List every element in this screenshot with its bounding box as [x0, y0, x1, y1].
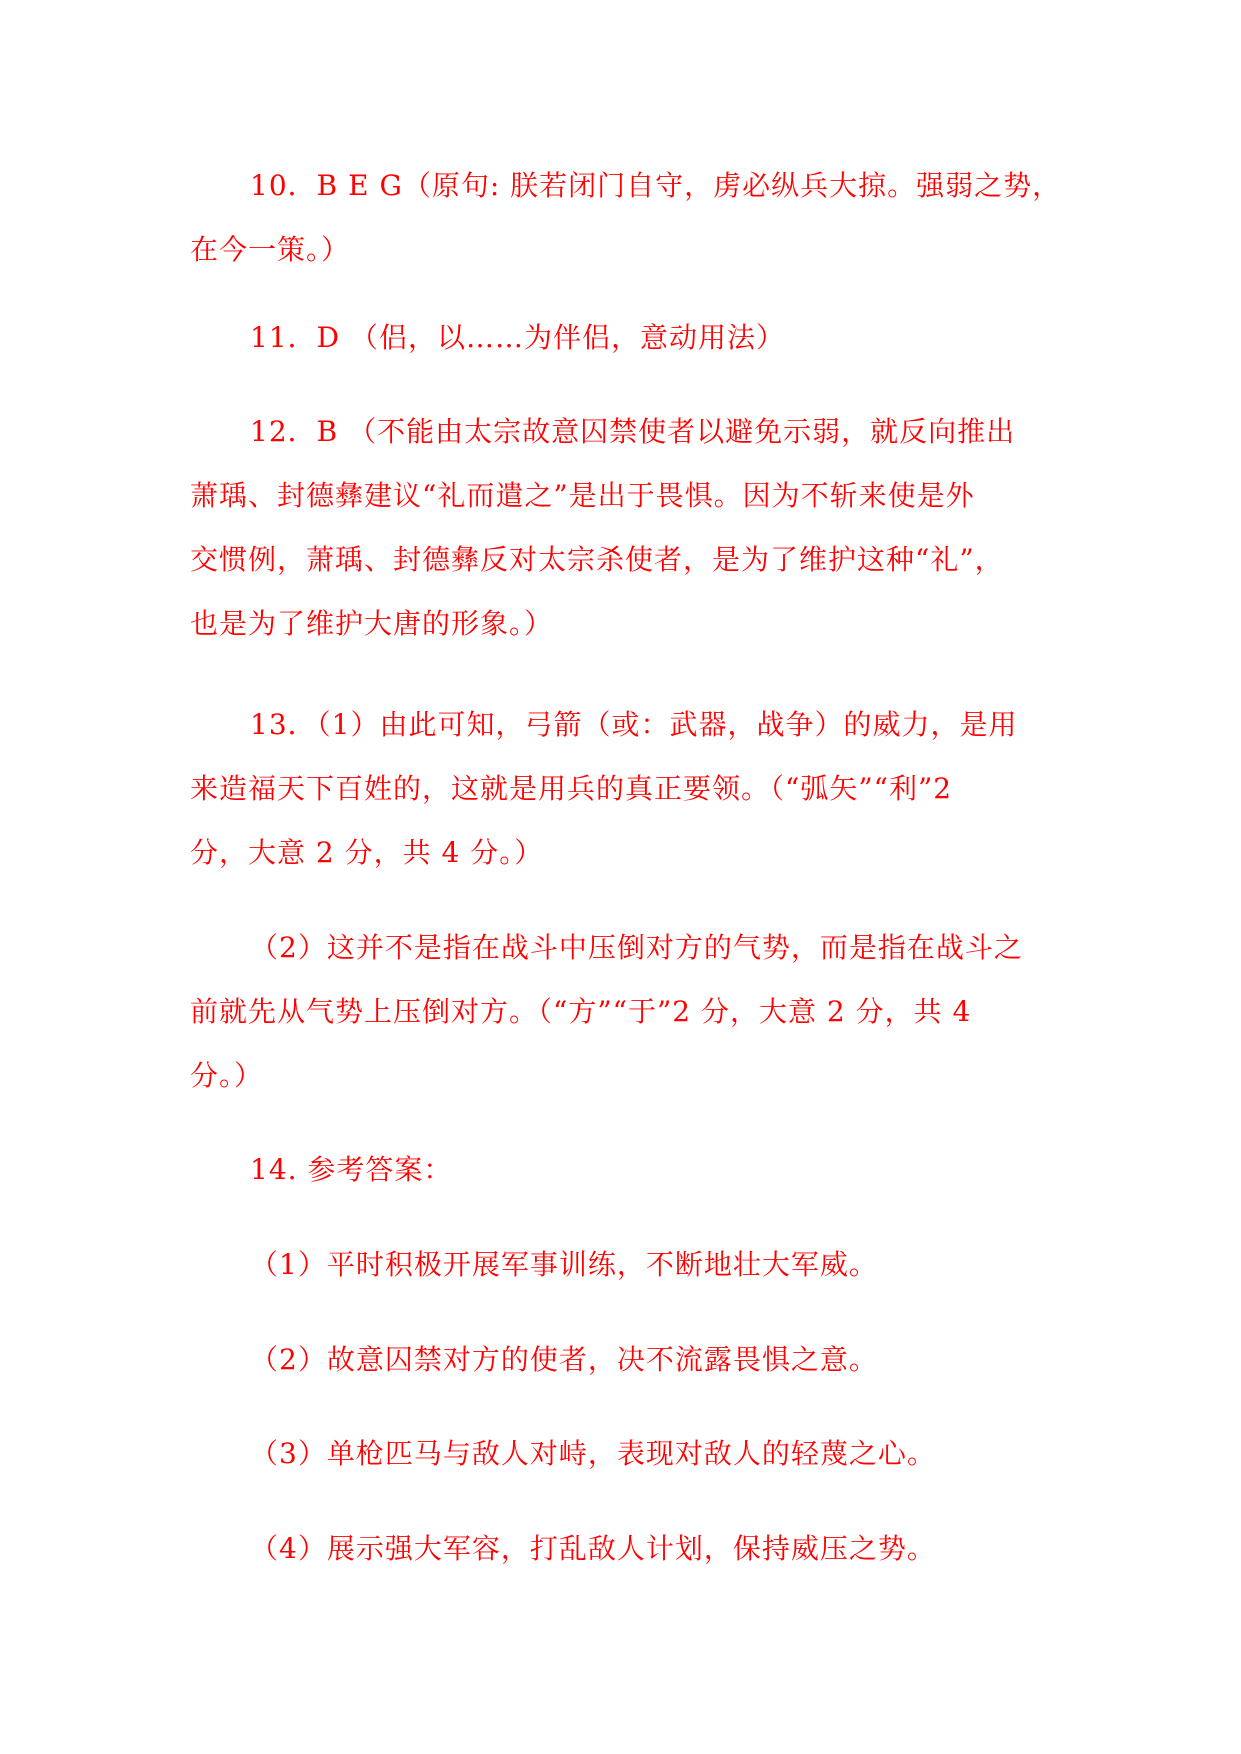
answer-13-1-line-2: 来造福天下百姓的，这就是用兵的真正要领。（“弧矢”“利”2 [190, 772, 953, 805]
answer-10 [190, 154, 1070, 282]
answer-14-item-3-text: （3）单枪匹马与敌人对峙，表现对敌人的轻蔑之心。 [250, 1437, 936, 1470]
answer-14-item-1-text: （1）平时积极开展军事训练，不断地壮大军威。 [250, 1248, 878, 1281]
answer-12-line-2: 萧瑀、封德彝建议“礼而遣之”是出于畏惧。因为不斩来使是外 [190, 479, 975, 512]
answer-13-1-line-3: 分，大意 2 分，共 4 分。） [190, 836, 544, 869]
answer-11 [190, 306, 1070, 370]
answer-14-title: 14. 参考答案： [250, 1153, 453, 1186]
answer-10-line-2: 在今一策。） [190, 233, 351, 266]
answer-12 [190, 400, 1070, 656]
answer-13-part-2 [190, 916, 1070, 1108]
answer-14-item-3 [190, 1422, 1070, 1486]
answer-14-item-1 [190, 1233, 1070, 1297]
answer-13-1-line-1: 13．（1）由此可知，弓箭（或：武器，战争）的威力，是用 [250, 708, 1018, 741]
answer-13-2-line-2: 前就先从气势上压倒对方。（“方”“于”2 分，大意 2 分，共 4 [190, 995, 972, 1028]
answer-10-line-1: 10．B E G（原句: 朕若闭门自守，虏必纵兵大掠。强弱之势， [250, 169, 1062, 202]
answer-14-item-2 [190, 1328, 1070, 1392]
answer-12-line-4: 也是为了维护大唐的形象。） [190, 607, 554, 640]
answer-13-2-line-1: （2）这并不是指在战斗中压倒对方的气势，而是指在战斗之 [250, 931, 1023, 964]
answer-11-line-1: 11．D （侣，以……为伴侣，意动用法） [250, 321, 785, 354]
answer-14-heading [190, 1138, 1070, 1202]
answer-14-item-4-text: （4）展示强大军容，打乱敌人计划，保持威压之势。 [250, 1532, 936, 1565]
answer-12-line-1: 12．B （不能由太宗故意囚禁使者以避免示弱，就反向推出 [250, 415, 1016, 448]
answer-13-2-line-3: 分。） [190, 1059, 264, 1092]
answer-14-item-4 [190, 1517, 1070, 1581]
answer-13-part-1 [190, 693, 1070, 885]
answer-14-item-2-text: （2）故意囚禁对方的使者，决不流露畏惧之意。 [250, 1343, 878, 1376]
answer-12-line-3: 交惯例，萧瑀、封德彝反对太宗杀使者，是为了维护这种“礼”， [190, 543, 1004, 576]
